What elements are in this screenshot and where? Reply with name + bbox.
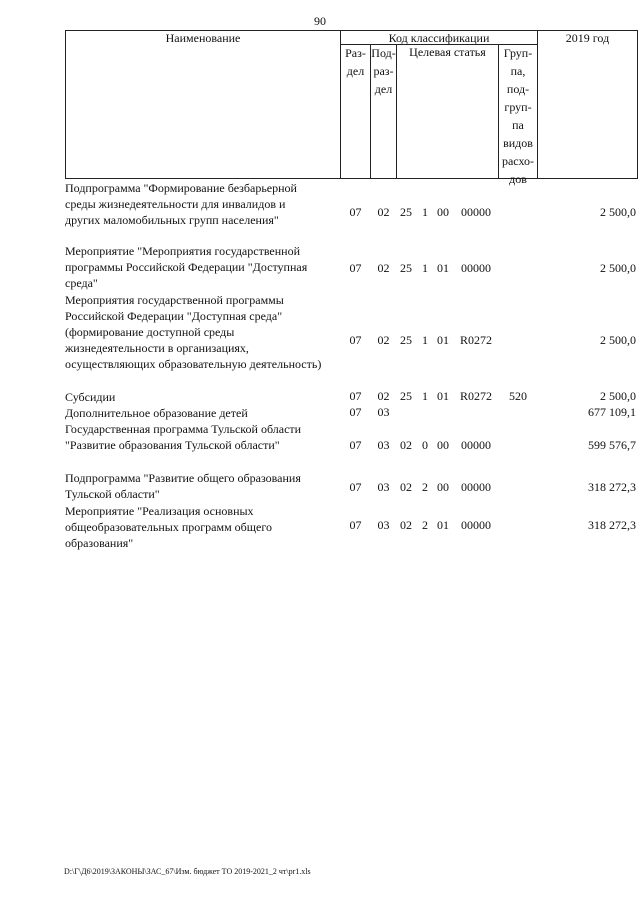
row-amount: 677 109,1 <box>588 405 636 419</box>
row-target-4: 00000 <box>461 480 491 494</box>
row-target-4: R0272 <box>459 333 492 347</box>
row-target-1: 02 <box>400 518 412 532</box>
row-target-2: 2 <box>422 480 428 494</box>
row-target-2: 1 <box>422 333 428 347</box>
row-target-4: 00000 <box>461 518 491 532</box>
row-podrazdel: 03 <box>377 518 390 532</box>
row-target-2: 0 <box>422 438 428 452</box>
row-amount: 2 500,0 <box>600 205 636 219</box>
row-target-3: 01 <box>437 261 449 275</box>
row-amount: 318 272,3 <box>588 480 636 494</box>
row-name: Мероприятия государственной программы Российской Федерации "Доступная среда" (формирование доступной среды жизнедеятельности в организациях, осуществляющих образовательную деятельность) <box>65 293 322 371</box>
row-target-1: 25 <box>400 389 412 403</box>
footer-file-path: D:\Г\Д6\2019\ЗАКОНЫ\ЗАС_67\Изм. бюджет ТО 2019-2021_2 чт\pr1.xls <box>64 867 311 876</box>
row-target-1: 25 <box>400 261 412 275</box>
header-year: 2019 год <box>565 31 610 45</box>
header-name: Наименование <box>165 31 241 45</box>
row-name: Дополнительное образование детей <box>65 406 248 420</box>
row-razdel: 07 <box>349 205 362 219</box>
row-target-2: 1 <box>422 261 428 275</box>
row-podrazdel: 03 <box>377 405 390 419</box>
header-razdel: Раз- дел <box>345 46 366 78</box>
row-podrazdel: 03 <box>377 438 390 452</box>
row-razdel: 07 <box>349 480 362 494</box>
row-name: Мероприятие "Реализация основных общеобразовательных программ общего образования" <box>65 504 272 550</box>
row-target-3: 01 <box>437 333 449 347</box>
row-podrazdel: 02 <box>377 389 390 403</box>
header-podrazdel: Под- раз- дел <box>371 46 396 96</box>
row-target-3: 00 <box>437 205 449 219</box>
row-target-1: 02 <box>400 438 412 452</box>
row-razdel: 07 <box>349 405 362 419</box>
row-target-2: 1 <box>422 389 428 403</box>
row-target-2: 2 <box>422 518 428 532</box>
row-name: Субсидии <box>65 390 116 404</box>
row-vid: 520 <box>509 389 527 403</box>
row-podrazdel: 02 <box>377 261 390 275</box>
row-amount: 318 272,3 <box>588 518 636 532</box>
page-number: 90 <box>314 14 326 28</box>
row-razdel: 07 <box>349 261 362 275</box>
row-target-3: 00 <box>437 480 449 494</box>
row-amount: 2 500,0 <box>600 261 636 275</box>
row-name: Подпрограмма "Формирование безбарьерной среды жизнедеятельности для инвалидов и других маломобильных групп населения" <box>65 181 297 227</box>
row-target-2: 1 <box>422 205 428 219</box>
row-razdel: 07 <box>349 333 362 347</box>
row-target-3: 01 <box>437 518 449 532</box>
row-amount: 2 500,0 <box>600 333 636 347</box>
header-target: Целевая статья <box>409 45 486 59</box>
row-podrazdel: 02 <box>377 205 390 219</box>
row-target-3: 01 <box>437 389 449 403</box>
row-podrazdel: 03 <box>377 480 390 494</box>
row-amount: 2 500,0 <box>600 389 636 403</box>
row-target-1: 25 <box>400 333 412 347</box>
row-podrazdel: 02 <box>377 333 390 347</box>
row-amount: 599 576,7 <box>588 438 636 452</box>
row-target-4: 00000 <box>461 261 491 275</box>
row-target-1: 25 <box>400 205 412 219</box>
row-name: Государственная программа Тульской области "Развитие образования Тульской области" <box>65 422 302 452</box>
row-name: Подпрограмма "Развитие общего образования Тульской области" <box>65 471 301 501</box>
header-code-group: Код классификации <box>388 31 490 45</box>
row-target-4: R0272 <box>459 389 492 403</box>
row-razdel: 07 <box>349 438 362 452</box>
row-target-4: 00000 <box>461 438 491 452</box>
row-name: Мероприятие "Мероприятия государственной программы Российской Федерации "Доступная среда" <box>65 244 308 290</box>
row-target-1: 02 <box>400 480 412 494</box>
header-vid: Груп- па, под- груп- па видов расхо- дов <box>501 46 535 186</box>
row-target-3: 00 <box>437 438 449 452</box>
row-razdel: 07 <box>349 389 362 403</box>
row-target-4: 00000 <box>461 205 491 219</box>
row-razdel: 07 <box>349 518 362 532</box>
